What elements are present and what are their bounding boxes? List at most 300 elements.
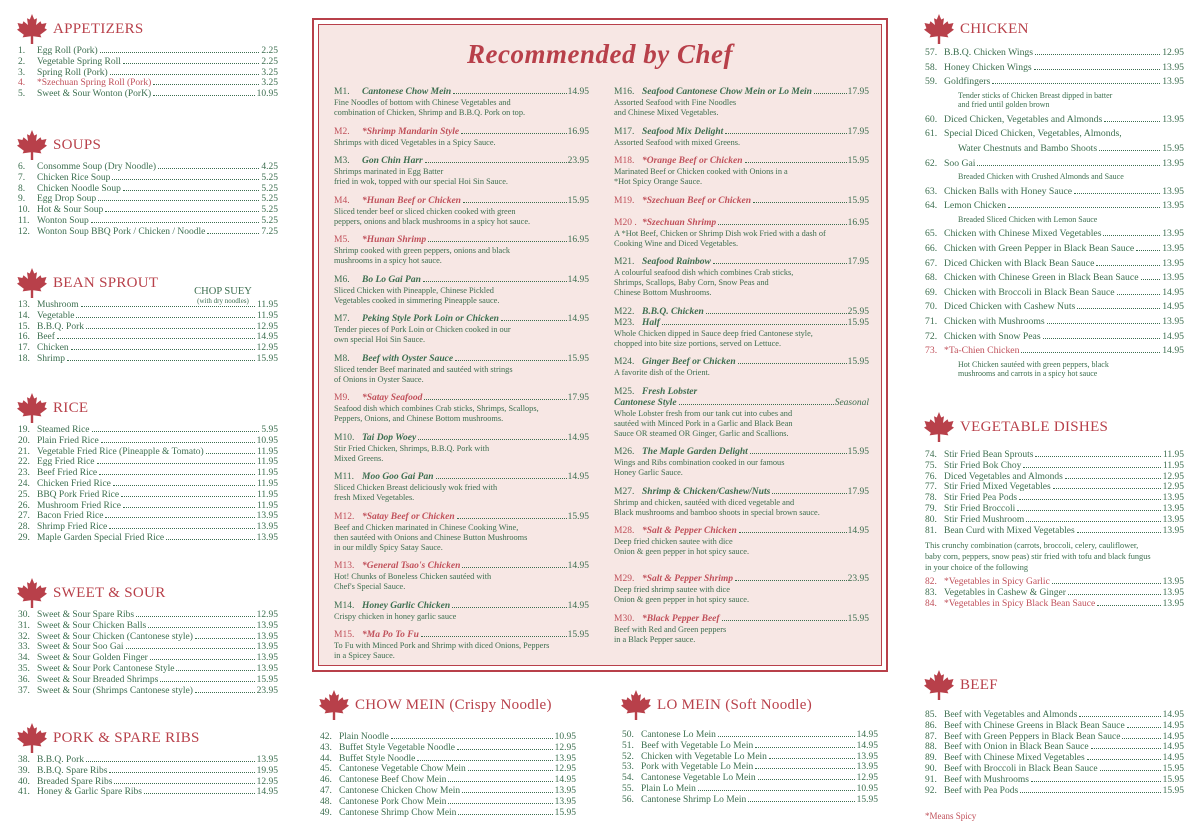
item-price: 14.95 bbox=[554, 775, 576, 786]
chef-item-header bbox=[334, 314, 589, 325]
leader-dots bbox=[112, 179, 259, 180]
chef-item bbox=[334, 156, 589, 187]
item-price: 14.95 bbox=[1162, 286, 1184, 298]
menu-item bbox=[622, 773, 878, 784]
item-number: 21. bbox=[18, 446, 30, 457]
chef-item-price: 14.95 bbox=[567, 87, 589, 97]
beef-list bbox=[925, 710, 1184, 796]
leader-dots bbox=[153, 95, 255, 96]
item-note bbox=[958, 215, 1184, 225]
chef-item-description: Vegetables cooked in simmering Pineapple sauce. bbox=[334, 295, 500, 305]
chef-item-header bbox=[334, 472, 589, 483]
chef-item-code: M22. bbox=[614, 306, 635, 317]
section-title: LO MEIN (Soft Noodle) bbox=[657, 696, 813, 713]
leader-dots bbox=[421, 636, 567, 637]
chef-item-price: 17.95 bbox=[847, 257, 869, 267]
menu-item bbox=[18, 686, 278, 697]
item-name: Special Diced Chicken, Vegetables, Almonds, bbox=[944, 128, 1122, 140]
item-number: 92. bbox=[925, 785, 937, 796]
menu-item bbox=[622, 752, 878, 763]
menu-item bbox=[925, 577, 1184, 588]
item-price: 23.95 bbox=[256, 685, 278, 696]
chef-item-header bbox=[614, 318, 869, 329]
item-price: 11.95 bbox=[256, 500, 278, 511]
chef-item-header bbox=[334, 354, 589, 365]
chef-item-name: Beef with Oyster Sauce bbox=[362, 353, 454, 364]
note-line: This crunchy combination (carrots, broccoli, celery, cauliflower, bbox=[925, 541, 1139, 551]
chef-item-name: *Szechuan Shrimp bbox=[642, 217, 717, 228]
leader-dots bbox=[1065, 478, 1161, 479]
menu-item bbox=[18, 533, 278, 544]
chef-item-header bbox=[334, 127, 589, 138]
menu-item bbox=[925, 461, 1184, 472]
menu-item bbox=[18, 89, 278, 100]
menu-item bbox=[925, 450, 1184, 461]
item-price: 5.25 bbox=[261, 205, 278, 216]
item-name: Sweet & Sour Breaded Shrimps bbox=[37, 674, 159, 685]
leader-dots bbox=[448, 781, 552, 782]
chef-item-description: Assorted Seafood with mixed Greens. bbox=[614, 137, 741, 147]
item-price: 11.95 bbox=[256, 310, 278, 321]
item-number: 40. bbox=[18, 776, 30, 787]
menu-item bbox=[18, 194, 278, 205]
chef-item-code: M12. bbox=[334, 511, 355, 522]
chef-item-description: Onion & geen pepper in hot spicy sauce. bbox=[614, 547, 750, 556]
item-price: 12.95 bbox=[554, 764, 576, 775]
chef-item-header bbox=[614, 196, 869, 207]
chef-item bbox=[614, 447, 869, 478]
chef-item-price: 14.95 bbox=[567, 314, 589, 324]
item-price: 12.95 bbox=[554, 742, 576, 753]
chef-item bbox=[334, 275, 589, 306]
item-number: 29. bbox=[18, 532, 30, 543]
leader-dots bbox=[428, 241, 566, 242]
chef-item-name: *Hunan Shrimp bbox=[362, 235, 427, 245]
item-number: 22. bbox=[18, 457, 30, 468]
item-price: 2.25 bbox=[261, 56, 278, 67]
menu-item bbox=[925, 157, 1184, 172]
menu-item bbox=[18, 227, 278, 238]
item-number: 35. bbox=[18, 663, 30, 674]
chef-item bbox=[334, 196, 589, 227]
item-number: 64. bbox=[925, 200, 938, 212]
leader-dots bbox=[455, 360, 567, 361]
item-price: 14.95 bbox=[1162, 301, 1184, 313]
menu-item bbox=[925, 732, 1184, 743]
chef-item-name: *Black Pepper Beef bbox=[642, 613, 720, 624]
item-name: Goldfingers bbox=[944, 76, 991, 88]
leader-dots bbox=[1117, 294, 1161, 295]
item-name: Consomme Soup (Dry Noodle) bbox=[37, 162, 157, 172]
menu-item bbox=[18, 343, 278, 354]
chef-item-description: and Chinese Mixed Vegetables. bbox=[614, 108, 719, 117]
chef-item bbox=[334, 561, 589, 592]
item-name: B.B.Q. Pork bbox=[37, 755, 84, 765]
leader-dots bbox=[457, 749, 553, 750]
item-number: 37. bbox=[18, 685, 30, 696]
chef-item-header bbox=[334, 601, 589, 612]
item-name: Stir Fried Mushroom bbox=[944, 514, 1025, 525]
chef-item-header bbox=[614, 447, 869, 458]
menu-item bbox=[320, 732, 576, 743]
item-number: 9. bbox=[18, 194, 26, 205]
menu-item bbox=[925, 242, 1184, 257]
beef-section bbox=[923, 668, 1184, 796]
chef-item-name: *General Tsao's Chicken bbox=[362, 561, 461, 571]
item-price: 13.95 bbox=[1162, 257, 1184, 269]
chef-item-description: A *Hot Beef, Chicken or Shrimp Dish wok Fried with a dash of bbox=[614, 228, 826, 238]
menu-item bbox=[925, 493, 1184, 504]
leader-dots bbox=[461, 133, 566, 134]
item-price: 14.95 bbox=[256, 787, 278, 798]
menu-item bbox=[18, 777, 278, 788]
leader-dots bbox=[81, 306, 255, 307]
menu-item bbox=[320, 743, 576, 754]
leader-dots bbox=[425, 162, 567, 163]
item-number: 26. bbox=[18, 500, 30, 511]
chef-item-price: 15.95 bbox=[567, 195, 589, 206]
chef-item-code: M29. bbox=[614, 574, 635, 584]
item-name: Beef with Chinese Greens in Black Bean Sauce bbox=[944, 720, 1125, 731]
item-number: 73. bbox=[925, 345, 938, 357]
item-price: 13.95 bbox=[1162, 577, 1184, 588]
item-name: Shrimp bbox=[37, 353, 65, 364]
item-number: 63. bbox=[925, 185, 938, 197]
item-price: 13.95 bbox=[1162, 514, 1184, 525]
chef-item-name: Tai Dop Woey bbox=[362, 432, 417, 443]
menu-item bbox=[18, 642, 278, 653]
chef-item-price: 17.95 bbox=[847, 87, 869, 97]
leader-dots bbox=[1074, 193, 1160, 194]
item-name: Sweet & Sour Chicken (Cantonese style) bbox=[37, 631, 193, 642]
leader-dots bbox=[109, 528, 254, 529]
item-number: 52. bbox=[622, 751, 634, 762]
item-name: Cantonese Beef Chow Mein bbox=[339, 775, 447, 786]
leader-dots bbox=[1023, 467, 1161, 468]
leader-dots bbox=[452, 607, 566, 608]
menu-item bbox=[925, 330, 1184, 345]
item-name: Stir Fried Mixed Vegetables bbox=[944, 482, 1051, 493]
item-number: 77. bbox=[925, 482, 937, 493]
leader-dots bbox=[462, 567, 566, 568]
leader-dots bbox=[114, 783, 254, 784]
item-number: 18. bbox=[18, 353, 30, 364]
leader-dots bbox=[814, 93, 847, 94]
item-price: 12.95 bbox=[256, 610, 278, 620]
vegetable-section bbox=[923, 410, 1184, 610]
item-name: Beef Fried Rice bbox=[37, 468, 98, 479]
menu-item bbox=[925, 286, 1184, 301]
chef-item bbox=[334, 314, 589, 345]
item-name: Sweet & Sour Golden Finger bbox=[37, 653, 148, 664]
chef-item-code: M23. bbox=[614, 317, 635, 328]
item-name: Beef with Broccoli in Black Bean Sauce bbox=[944, 763, 1098, 774]
chef-item-header bbox=[334, 275, 589, 286]
chef-item-description: To Fu with Minced Pork and Shrimp with diced Onions, Peppers bbox=[334, 641, 550, 650]
item-price: 10.95 bbox=[256, 435, 278, 446]
item-number: 80. bbox=[925, 514, 937, 525]
item-number: 42. bbox=[320, 732, 332, 742]
chef-recommended-box bbox=[312, 18, 888, 672]
item-price: 13.95 bbox=[1162, 315, 1184, 327]
chef-item-code: M10. bbox=[334, 432, 355, 443]
item-number: 14. bbox=[18, 310, 30, 321]
menu-item bbox=[320, 775, 576, 786]
item-number: 39. bbox=[18, 765, 30, 776]
menu-item bbox=[925, 721, 1184, 732]
chef-item-code: M7. bbox=[334, 314, 350, 324]
leader-dots bbox=[99, 474, 255, 475]
leader-dots bbox=[424, 399, 566, 400]
chef-item-price: 17.95 bbox=[847, 486, 869, 497]
item-price: 13.95 bbox=[256, 642, 278, 653]
chef-item-code: M5. bbox=[334, 235, 350, 245]
chef-item-description: Beef with Red and Green peppers bbox=[614, 624, 727, 634]
chef-title: Recommended by Chef bbox=[467, 39, 733, 69]
chef-item-description: Beef and Chicken marinated in Chinese Cooking Wine, bbox=[334, 522, 519, 532]
chef-item-description: Wings and Ribs combination cooked in our famous bbox=[614, 458, 785, 467]
leader-dots bbox=[755, 768, 854, 769]
chef-item-code: M24. bbox=[614, 357, 635, 367]
leader-dots bbox=[1087, 759, 1161, 760]
chef-item-header bbox=[614, 127, 869, 138]
maple-leaf-icon bbox=[16, 129, 48, 161]
menu-item bbox=[18, 173, 278, 184]
item-name: Diced Vegetables and Almonds bbox=[944, 471, 1063, 482]
chef-item bbox=[334, 87, 589, 118]
menu-item bbox=[925, 344, 1184, 359]
leader-dots bbox=[153, 84, 259, 85]
item-number: 11. bbox=[18, 215, 30, 226]
leader-dots bbox=[1019, 499, 1161, 500]
menu-item bbox=[18, 468, 278, 479]
item-name: Stir Fried Broccoli bbox=[944, 503, 1016, 514]
item-number: 74. bbox=[925, 450, 937, 460]
chef-item-code: M30. bbox=[614, 613, 635, 624]
menu-item bbox=[18, 653, 278, 664]
chef-item-code: M27. bbox=[614, 486, 635, 497]
rice-list bbox=[18, 425, 278, 544]
chef-item-code: M11. bbox=[334, 472, 354, 482]
menu-item bbox=[18, 457, 278, 468]
item-price: 12.95 bbox=[256, 343, 278, 354]
item-price: 3.25 bbox=[261, 67, 278, 78]
leader-dots bbox=[110, 74, 260, 75]
section-title: PORK & SPARE RIBS bbox=[53, 729, 200, 746]
item-price: 5.25 bbox=[261, 194, 278, 205]
chef-item-price: 17.95 bbox=[567, 393, 589, 403]
leader-dots bbox=[1035, 456, 1161, 457]
chef-item-header bbox=[614, 307, 869, 318]
chef-item-code: M26. bbox=[614, 447, 635, 457]
item-price: 15.95 bbox=[256, 353, 278, 364]
menu-item bbox=[18, 332, 278, 343]
item-name: Egg Fried Rice bbox=[37, 457, 95, 468]
leader-dots bbox=[679, 404, 834, 405]
vegetable-sauce-list bbox=[925, 577, 1184, 609]
chef-item-description: in a Spicey Sauce. bbox=[334, 651, 395, 660]
item-price: 13.95 bbox=[256, 522, 278, 533]
item-price: 15.95 bbox=[1162, 763, 1184, 774]
leader-dots bbox=[105, 517, 254, 518]
chef-item-header bbox=[614, 257, 869, 268]
item-number: 68. bbox=[925, 272, 938, 284]
item-price: 13.95 bbox=[554, 796, 576, 807]
item-name: Chicken Fried Rice bbox=[37, 478, 111, 489]
leader-dots bbox=[758, 779, 855, 780]
leader-dots bbox=[1017, 510, 1160, 511]
chow-mein-section bbox=[318, 688, 576, 818]
chef-item-description: Seafood dish which combines Crab sticks, Shrimps, Scallops, bbox=[334, 404, 539, 413]
item-name: Chicken with Green Pepper in Black Bean Sauce bbox=[944, 242, 1135, 254]
menu-item bbox=[925, 764, 1184, 775]
menu-item bbox=[320, 764, 576, 775]
item-name: Chicken with Chinese Green in Black Bean Sauce bbox=[944, 272, 1139, 284]
chef-box-inner bbox=[318, 24, 882, 666]
menu-item bbox=[925, 515, 1184, 526]
item-name: Sweet & Sour (Shrimps Cantonese style) bbox=[37, 685, 193, 696]
chef-item-header bbox=[334, 87, 589, 98]
menu-item bbox=[622, 730, 878, 741]
chef-item-header bbox=[614, 487, 869, 498]
leader-dots bbox=[718, 224, 846, 225]
item-price: 13.95 bbox=[1162, 242, 1184, 254]
chef-item-description: Tender pieces of Pork Loin or Chicken cooked in our bbox=[334, 325, 511, 334]
chef-item-description: *Hot Spicy Orange Sauce. bbox=[614, 177, 703, 186]
item-number: 36. bbox=[18, 674, 30, 685]
chef-item-price: 14.95 bbox=[847, 526, 869, 536]
item-note bbox=[958, 360, 1184, 379]
menu-item bbox=[18, 184, 278, 195]
item-number: 47. bbox=[320, 785, 332, 796]
chef-item-description: fried in wok, topped with our special Hoi Sin Sauce. bbox=[334, 177, 508, 186]
chop-suey-subtitle: (with dry noodles) bbox=[197, 297, 249, 305]
section-title: SWEET & SOUR bbox=[53, 584, 166, 601]
chef-item-description: Marinated Beef or Chicken cooked with Onions in a bbox=[614, 167, 788, 176]
chef-item-description: Sauce OR steamed OR Ginger, Garlic and Scallions. bbox=[614, 428, 789, 438]
item-number: 34. bbox=[18, 653, 30, 664]
item-number: 49. bbox=[320, 807, 332, 818]
chef-item-description: Sliced tender Beef marinated and sautéed with strings bbox=[334, 364, 513, 374]
leader-dots bbox=[100, 52, 260, 53]
soups-section bbox=[16, 128, 278, 238]
item-name: Chicken with Mushrooms bbox=[944, 315, 1045, 327]
item-price: 11.95 bbox=[256, 446, 278, 457]
item-number: 71. bbox=[925, 315, 938, 327]
leader-dots bbox=[718, 736, 855, 737]
menu-item bbox=[925, 315, 1184, 330]
item-name: Chicken with Chinese Mixed Vegetables bbox=[944, 228, 1102, 240]
menu-item bbox=[925, 227, 1184, 242]
note-line: in your choice of the following bbox=[925, 563, 1028, 573]
item-name: Cantonese Vegetable Chow Mein bbox=[339, 764, 466, 775]
leader-dots bbox=[739, 532, 847, 533]
menu-item bbox=[622, 762, 878, 773]
lo-mein-list bbox=[622, 730, 878, 806]
chef-item-price: 14.95 bbox=[567, 432, 589, 443]
menu-item bbox=[925, 710, 1184, 721]
item-name: Beef with Pea Pods bbox=[944, 785, 1019, 796]
chef-item bbox=[334, 393, 589, 424]
chef-item-name: Shrimp & Chicken/Cashew/Nuts bbox=[642, 486, 771, 497]
note-line: Tender sticks of Chicken Breast dipped in batter bbox=[958, 90, 1113, 100]
item-number: 25. bbox=[18, 489, 30, 500]
menu-item bbox=[925, 257, 1184, 272]
soups-list bbox=[18, 162, 278, 238]
chef-item-header bbox=[614, 526, 869, 537]
chef-item-price: 15.95 bbox=[567, 511, 589, 522]
leader-dots bbox=[1103, 235, 1160, 236]
item-price: 10.95 bbox=[856, 783, 878, 794]
chef-item-name: *Ma Po To Fu bbox=[362, 630, 419, 640]
chef-item-price: 16.95 bbox=[567, 126, 589, 137]
item-number: 89. bbox=[925, 753, 937, 764]
chef-item-description: Cooking Wine and Diced Vegetables. bbox=[614, 238, 739, 248]
item-number: 61. bbox=[925, 128, 938, 140]
item-name: Plain Noodle bbox=[339, 732, 389, 742]
item-number: 3. bbox=[18, 67, 26, 78]
leader-dots bbox=[713, 263, 847, 264]
item-number: 57. bbox=[925, 47, 938, 58]
item-number: 65. bbox=[925, 228, 938, 240]
chef-item-description: Mixed Greens. bbox=[334, 453, 384, 463]
menu-item bbox=[18, 675, 278, 686]
leader-dots bbox=[57, 338, 255, 339]
menu-item bbox=[18, 78, 278, 89]
item-name: Diced Chicken, Vegetables and Almonds bbox=[944, 113, 1103, 125]
chef-item-code: M13. bbox=[334, 561, 355, 571]
item-number: 87. bbox=[925, 731, 937, 742]
note-line: Hot Chicken sautéed with green peppers, black bbox=[958, 359, 1109, 369]
chef-item-description: Shrimp and chicken, sautéed with diced vegetable and bbox=[614, 497, 795, 507]
leader-dots bbox=[86, 761, 255, 762]
chef-item-price: 15.95 bbox=[847, 317, 869, 328]
chef-item-name: Bo Lo Gai Pan bbox=[362, 274, 421, 285]
menu-item bbox=[925, 199, 1184, 214]
chef-item-price: 16.95 bbox=[847, 217, 869, 228]
item-number: 78. bbox=[925, 493, 937, 504]
item-number: 62. bbox=[925, 157, 938, 169]
item-number: 66. bbox=[925, 242, 938, 254]
item-number: 6. bbox=[18, 162, 26, 172]
vegetable-list bbox=[925, 450, 1184, 536]
chef-item-name: *Salt & Pepper Chicken bbox=[642, 526, 737, 536]
menu-item bbox=[925, 142, 1184, 157]
chef-item-description: Whole Lobster fresh from our tank cut into cubes and bbox=[614, 408, 793, 418]
chicken-list bbox=[925, 46, 1184, 379]
item-name: Vegetable Fried Rice (Pineapple & Tomato) bbox=[37, 446, 204, 457]
menu-item bbox=[925, 75, 1184, 90]
chef-item bbox=[334, 433, 589, 464]
item-number: 81. bbox=[925, 525, 937, 536]
item-number: 45. bbox=[320, 764, 332, 775]
leader-dots bbox=[1034, 69, 1161, 70]
chef-item-name: Moo Goo Gai Pan bbox=[362, 472, 434, 482]
chef-item-header bbox=[614, 614, 869, 625]
item-name: Chicken Noodle Soup bbox=[37, 183, 121, 194]
chef-item-description: Whole Chicken dipped in Sauce deep fried Cantonese style, bbox=[614, 328, 813, 338]
item-price: 15.95 bbox=[856, 794, 878, 805]
item-price: 10.95 bbox=[256, 89, 278, 100]
leader-dots bbox=[1127, 727, 1161, 728]
maple-leaf-icon bbox=[16, 577, 48, 609]
chop-suey-title: CHOP SUEY bbox=[194, 286, 252, 297]
item-number: 85. bbox=[925, 710, 937, 720]
menu-item bbox=[18, 501, 278, 512]
section-title: CHICKEN bbox=[960, 20, 1029, 37]
chef-item-price: 15.95 bbox=[847, 195, 869, 206]
chef-item-header bbox=[614, 398, 869, 409]
